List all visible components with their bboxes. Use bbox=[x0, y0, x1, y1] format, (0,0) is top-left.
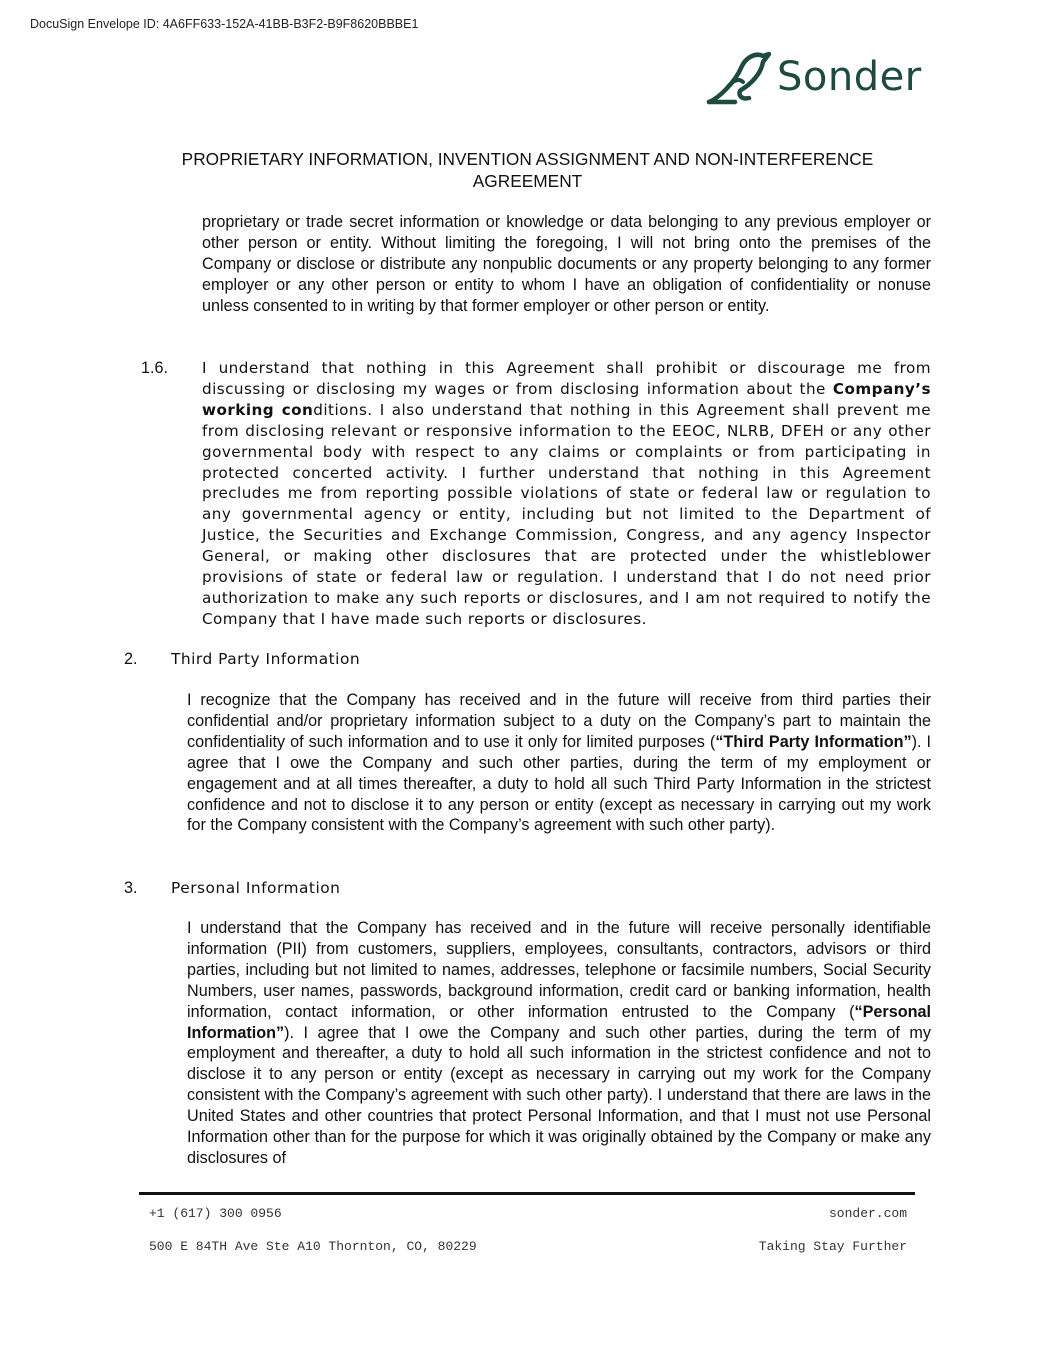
section-3-bold-term: “Personal Information” bbox=[187, 1002, 931, 1042]
section-1-6-paragraph bbox=[202, 358, 931, 630]
section-1-6-number: 1.6. bbox=[141, 359, 169, 377]
footer-divider bbox=[139, 1192, 915, 1195]
sonder-bird-icon bbox=[705, 48, 771, 106]
document-title: PROPRIETARY INFORMATION, INVENTION ASSIGNMENT AND NON-INTERFERENCE AGREEMENT bbox=[181, 149, 874, 191]
section-1-6-text-start: I understand that nothing in this Agreement shall prohibit or discourage me from discussing or disclosing my wages or from disclosing information about the bbox=[202, 359, 931, 398]
footer-address: 500 E 84TH Ave Ste A10 Thornton, CO, 80229 bbox=[149, 1239, 477, 1254]
section-3-text-start: I understand that the Company has received and in the future will receive personally identifiable information (PII) from customers, suppliers, employees, consultants, contractors, advisors or third parties, including but not limited to names, addresses, telephone or facsimile numbers, Social Security Numbers, user names, passwords, background information, credit card or banking information, health information, contact information, or other information entrusted to the Company ( bbox=[187, 919, 931, 1021]
section-3-paragraph bbox=[187, 918, 931, 1169]
section-2-paragraph bbox=[187, 690, 931, 836]
footer-phone: +1 (617) 300 0956 bbox=[149, 1206, 282, 1221]
section-2-text-end: ). I agree that I owe the Company and such other parties, during the term of my employment or engagement and at all times thereafter, a duty to hold all such Third Party Information in the strictest confidence and not to disclose it to any person or entity (except as necessary in carrying out my work for the Company consistent with the Company’s agreement with such other party). bbox=[187, 732, 931, 835]
section-2-heading: Third Party Information bbox=[171, 650, 361, 668]
logo-wordmark: Sonder bbox=[777, 54, 922, 100]
footer-website[interactable]: sonder.com bbox=[828, 1206, 907, 1221]
section-2-text-start: I recognize that the Company has received and in the future will receive from third parties their confidential and/or proprietary information subject to a duty on the Company’s part to maintain the confidentiality of such information and to use it only for limited purposes ( bbox=[187, 691, 931, 751]
section-1-6-bold-text: Company’s working con bbox=[202, 379, 931, 419]
docusign-envelope-id: DocuSign Envelope ID: 4A6FF633-152A-41BB-B3F2-B9F8620BBBE1 bbox=[30, 17, 419, 31]
section-3-heading: Personal Information bbox=[171, 879, 341, 897]
footer-tagline: Taking Stay Further bbox=[758, 1239, 907, 1254]
section-3-text-end: ). I agree that I owe the Company and such other parties, during the term of my employment and thereafter, a duty to hold all such information in the strictest confidence and not to disclose it to any person or entity (except as necessary in carrying out my work for the Company consistent with the Company’s agreement with such other party). I understand that there are laws in the United States and other countries that protect Personal Information, and that I must not use Personal Information other than for the purpose for which it was originally obtained by the Company or make any disclosures of bbox=[187, 1023, 931, 1167]
intro-continuation-paragraph: proprietary or trade secret information or knowledge or data belonging to any previous employer or other person or entity. Without limiting the foregoing, I will not bring onto the premises of the Company or disclose or distribute any nonpublic documents or any property belonging to any former employer or any other person or entity to whom I have an obligation of confidentiality or nonuse unless consented to in writing by that former employer or other person or entity. bbox=[202, 213, 931, 315]
section-2-number: 2. bbox=[124, 650, 138, 668]
section-1-6-text-end: ditions. I also understand that nothing in this Agreement shall prevent me from disclosing relevant or responsive information to the EEOC, NLRB, DFEH or any other governmental body with respect to any claims or complaints or from participating in protected concerted activity. I further understand that nothing in this Agreement precludes me from reporting possible violations of state or federal law or regulation to any governmental agency or entity, including but not limited to the Department of Justice, the Securities and Exchange Commission, Congress, and any agency Inspector General, or making other disclosures that are protected under the whistleblower provisions of state or federal law or regulation. I understand that I do not need prior authorization to make any such reports or disclosures, and I am not required to notify the Company that I have made such reports or disclosures. bbox=[202, 400, 931, 628]
section-2-bold-term: “Third Party Information” bbox=[715, 732, 912, 751]
sonder-logo bbox=[705, 48, 935, 106]
section-3-number: 3. bbox=[124, 879, 138, 897]
